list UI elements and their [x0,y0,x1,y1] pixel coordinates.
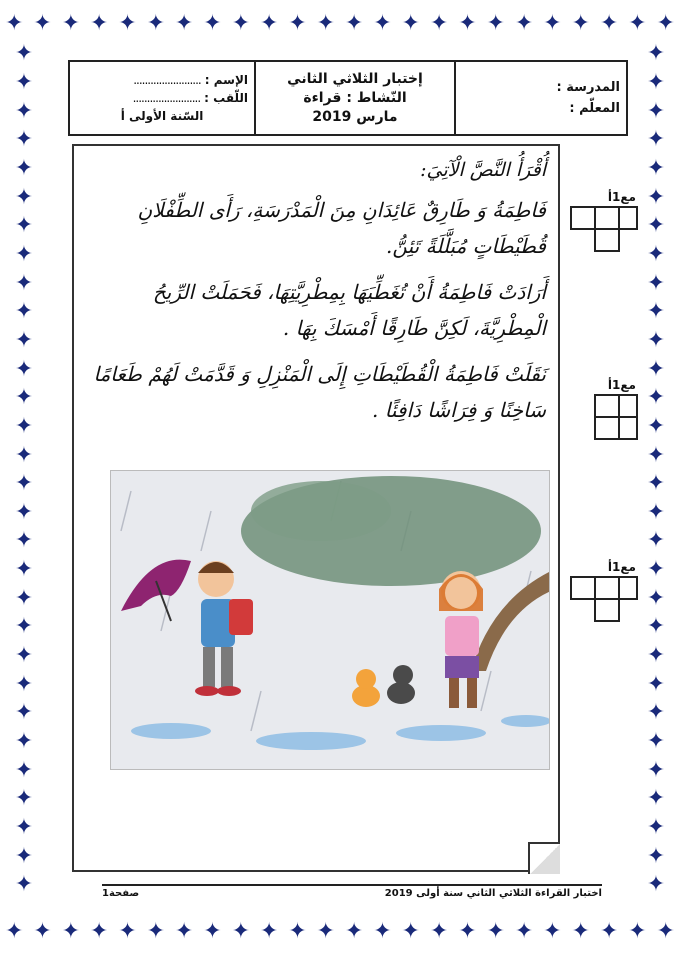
bird-icon: ✦ [146,11,166,36]
bird-icon: ✦ [486,919,505,944]
bird-icon: ✦ [646,471,666,497]
bird-icon: ✦ [571,11,590,36]
bird-icon: ✦ [14,413,34,439]
score-box[interactable] [570,576,596,600]
bird-icon: ✦ [14,299,34,325]
bird-icon: ✦ [231,919,250,944]
instruction: أُقْرَأُ النَّصَّ الْآتِيَ: [420,159,546,181]
bird-icon: ✦ [656,919,675,944]
bird-icon: ✦ [89,11,109,36]
bird-icon: ✦ [316,919,335,944]
school-label: المدرسة : [556,80,620,95]
bird-icon: ✦ [259,11,279,36]
bird-icon: ✦ [646,327,666,353]
bird-icon: ✦ [646,213,666,239]
bird-icon: ✦ [401,919,420,944]
criterion-1 [566,190,636,260]
name-label: الإسم : [204,73,248,87]
bird-icon: ✦ [288,919,307,944]
bird-icon: ✦ [14,499,34,525]
bird-icon: ✦ [14,385,34,411]
bird-icon: ✦ [646,872,666,898]
criterion-2 [566,378,636,448]
bird-icon: ✦ [514,11,534,36]
score-box[interactable] [594,598,620,622]
bird-icon: ✦ [61,11,81,36]
score-box[interactable] [618,394,638,418]
bird-icon: ✦ [14,843,34,869]
teacher-label: المعلّم : [569,101,620,116]
bird-icon: ✦ [14,471,34,497]
surname-field[interactable]: ........................ [132,91,201,105]
score-box[interactable] [594,394,620,418]
bird-icon: ✦ [4,11,24,36]
page-fold-corner [528,842,560,874]
bird-icon: ✦ [646,299,666,325]
paragraph-1: فَاطِمَةُ وَ طَارِقٌ عَائِدَانِ مِنَ الْمَدْرَسَةِ، رَأَى الطِّفْلَانِ قُطَيْطَاتٍ مُبَلَّلَةً تَئِنُّ. [137,198,546,258]
bird-icon: ✦ [14,872,34,898]
story-illustration [110,470,550,770]
score-box[interactable] [570,206,596,230]
bird-icon: ✦ [14,327,34,353]
bird-icon: ✦ [14,643,34,669]
bird-icon: ✦ [14,786,34,812]
bird-icon: ✦ [646,356,666,382]
bird-icon: ✦ [14,442,34,468]
school-cell [454,62,626,134]
bird-icon: ✦ [486,11,505,36]
bird-icon: ✦ [646,700,666,726]
score-box[interactable] [618,416,638,440]
bird-icon: ✦ [14,184,34,210]
bird-icon: ✦ [118,11,137,36]
bird-icon: ✦ [14,557,34,583]
exam-title: إختبار الثلاثي الثاني [287,71,423,87]
bird-icon: ✦ [646,843,666,869]
bird-icon: ✦ [231,11,250,36]
score-box[interactable] [594,228,620,252]
score-box[interactable] [594,416,620,440]
paragraph-3: نَقَلَتْ فَاطِمَةُ الْقُطَيْطَاتِ إِلَى الْمَنْزِلِ وَ قَدَّمَتْ لَهُمْ طَعَامًا سَاخِنًا وَ فِرَاشًا دَافِئًا . [93,362,546,422]
bird-icon: ✦ [543,11,562,36]
bird-icon: ✦ [14,155,34,181]
bird-icon: ✦ [316,11,335,36]
bird-icon: ✦ [599,11,619,36]
footer-caption: اختبار القراءة الثلاثي الثاني سنة أولى 2019 [384,888,602,899]
bird-icon: ✦ [14,729,34,755]
bird-icon: ✦ [288,11,307,36]
bird-icon: ✦ [14,585,34,611]
bird-icon: ✦ [646,413,666,439]
bird-icon: ✦ [61,919,81,944]
bird-icon: ✦ [14,671,34,697]
bird-icon: ✦ [259,919,279,944]
bird-icon: ✦ [146,919,166,944]
bird-icon: ✦ [646,69,666,95]
border-right [636,40,676,900]
bird-icon: ✦ [203,11,222,36]
title-cell [254,62,454,134]
border-top [0,4,680,44]
score-box[interactable] [594,206,620,230]
bird-icon: ✦ [646,442,666,468]
footer [102,888,602,899]
header-table [68,60,628,136]
criterion-label: مع1أ [607,190,636,204]
paragraph-2: أَرَادَتْ فَاطِمَةُ أَنْ تُغَطِّيَهَا بِمِطْرِيَّتِهَا، فَحَمَلَتْ الرِّيحُ الْمِطْرِيَّةَ، لَكِنَّ طَارِقًا أَمْسَكَ بِهَا . [152,280,546,340]
bird-icon: ✦ [458,11,477,36]
bird-icon: ✦ [14,270,34,296]
bird-icon: ✦ [646,786,666,812]
score-grid [570,206,636,260]
bird-icon: ✦ [14,356,34,382]
bird-icon: ✦ [14,127,34,153]
bird-icon: ✦ [429,919,449,944]
bird-icon: ✦ [373,11,392,36]
bird-icon: ✦ [14,241,34,267]
bird-icon: ✦ [646,815,666,841]
name-field[interactable]: ........................ [133,73,201,87]
bird-icon: ✦ [646,499,666,525]
criterion-label: مع1أ [607,560,636,574]
bird-icon: ✦ [646,241,666,267]
bird-icon: ✦ [514,919,534,944]
bird-icon: ✦ [646,127,666,153]
score-box[interactable] [618,206,638,230]
bird-icon: ✦ [14,815,34,841]
rain-scene-image [111,471,550,770]
criterion-3 [566,560,636,630]
bird-icon: ✦ [646,98,666,124]
student-cell [70,62,254,134]
bird-icon: ✦ [14,700,34,726]
surname-label: اللّقب : [204,91,248,105]
bird-icon: ✦ [203,919,222,944]
bird-icon: ✦ [14,757,34,783]
bird-icon: ✦ [628,919,647,944]
bird-icon: ✦ [458,919,477,944]
grade-label: السّنة الأولى أ [120,109,204,123]
score-grid [570,394,636,448]
bird-icon: ✦ [14,614,34,640]
bird-icon: ✦ [344,11,364,36]
footer-rule [102,884,602,886]
bird-icon: ✦ [646,671,666,697]
bird-icon: ✦ [571,919,590,944]
bird-icon: ✦ [14,41,34,67]
bird-icon: ✦ [14,98,34,124]
bird-icon: ✦ [89,919,109,944]
bird-icon: ✦ [656,11,675,36]
bird-icon: ✦ [646,643,666,669]
bird-icon: ✦ [646,557,666,583]
bird-icon: ✦ [628,11,647,36]
bird-icon: ✦ [14,213,34,239]
bird-icon: ✦ [646,184,666,210]
bird-icon: ✦ [14,69,34,95]
bird-icon: ✦ [33,919,52,944]
bird-icon: ✦ [646,757,666,783]
bird-icon: ✦ [33,11,52,36]
score-grid [570,576,636,630]
bird-icon: ✦ [646,41,666,67]
score-box[interactable] [594,576,620,600]
bird-icon: ✦ [429,11,449,36]
bird-icon: ✦ [646,155,666,181]
border-bottom [0,912,680,952]
page-number: صفحة1 [102,888,140,899]
bird-icon: ✦ [646,614,666,640]
bird-icon: ✦ [174,11,194,36]
bird-icon: ✦ [344,919,364,944]
bird-icon: ✦ [373,919,392,944]
bird-icon: ✦ [646,729,666,755]
bird-icon: ✦ [4,919,24,944]
criterion-label: مع1أ [607,378,636,392]
bird-icon: ✦ [646,585,666,611]
bird-icon: ✦ [14,528,34,554]
bird-icon: ✦ [646,385,666,411]
bird-icon: ✦ [118,919,137,944]
bird-icon: ✦ [646,270,666,296]
bird-icon: ✦ [543,919,562,944]
bird-icon: ✦ [646,528,666,554]
activity-title: النّشاط : قراءة [303,90,407,106]
bird-icon: ✦ [599,919,619,944]
bird-icon: ✦ [401,11,420,36]
border-left [4,40,44,900]
exam-date: مارس 2019 [312,109,398,125]
bird-icon: ✦ [174,919,194,944]
score-box[interactable] [618,576,638,600]
reading-text [92,152,546,438]
